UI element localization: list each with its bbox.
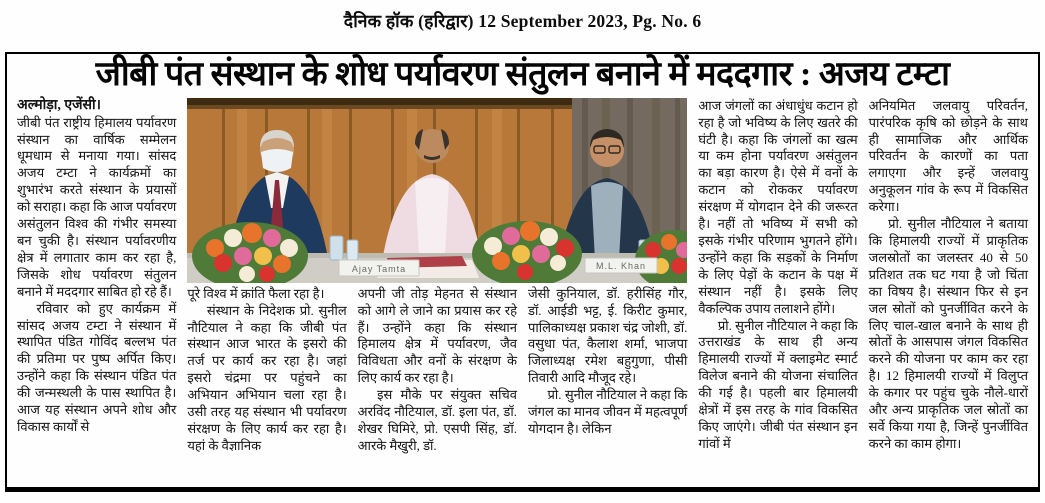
paragraph: अपनी जी तोड़ मेहनत से संस्थान को आगे ले जाने का प्रयास कर रहे हैं। उन्होंने कहा कि संस्थान हिमालय क्षेत्र में पर्यावरण, जैव विविधता और वनों के संरक्षण के लिए कार्य कर रहा है। [357,285,517,386]
paragraph: अनियमित जलवायु परिवर्तन, पारंपरिक कृषि को छोड़ने के साथ ही सामाजिक और आर्थिक परिवर्तन के कारणों का पता लगाएगा और इन्हें जलवायु अनुकूलन गांव के रूप में विकसित करेगा। [868,97,1028,215]
paragraph: जीबी पंत राष्ट्रीय हिमालय पर्यावरण संस्थान का वार्षिक सम्मेलन धूमधाम से मनाया गया। सांसद अजय टम्टा ने कार्यक्रमों का शुभारंभ करते संस्थान के प्रयासों को सराहा। कहा कि आज पर्यावरण असंतुलन विश्व की गंभीर समस्या बन चुकी है। संस्थान पर्यावरणीय क्षेत्र में लगातार काम कर रहा है, जिसके शोध पर्यावरण संतुलन बनाने में मददगार साबित हो रहे हैं। [17,114,177,299]
paragraph: प्रो. सुनील नौटियाल ने कहा कि उत्तराखंड के साथ ही अन्य हिमालयी राज्यों में क्लाइमेट स्मार्ट विलेज बनाने की योजना संचालित की गई है। पहली बार हिमालयी क्षेत्रों में इस तरह के गांव विकसित किए जाएंगे। जीबी पंत संस्थान इन गांवों में [698,317,858,451]
paragraph: आज जंगलों का अंधाधुंध कटान हो रहा है जो भविष्य के लिए खतरे की घंटी है। कहा कि जंगलों का खत्म या कम होना पर्यावरण असंतुलन का बड़ा कारण है। ऐसे में वनों के कटान को रोककर पर्यावरण संरक्षण में योगदान देने की जरूरत है। नहीं तो भविष्य में सभी को इसके गंभीर परिणाम भुगतने होंगे। उन्होंने कहा कि सड़कों के निर्माण के लिए पेड़ों के कटान के पक्ष में संस्थान नहीं है। इसके लिए वैकल्पिक उपाय तलाशने होंगे। [698,97,858,316]
paragraph: पूरे विश्व में क्रांति फैला रहा है। [187,285,325,301]
article-box [5,52,1040,492]
article-content [7,95,1038,461]
paragraph: प्रो. सुनील नौटियाल ने बताया कि हिमालयी राज्यों में प्राकृतिक जलस्रोतों का जलस्तर 40 से 50 प्रतिशत तक घट गया है जो चिंता का विषय है। संस्थान फिर से इन जल स्रोतों को पुनर्जीवित करने के लिए चाल-खाल बनाने के साथ ही स्रोतों के आसपास जंगल विकसित करने की योजना पर काम कर रहा है। 12 हिमालयी राज्यों में विलुप्त के कगार पर पहुंच चुके नौले-धारों और अन्य प्राकृतिक जल स्रोतों का सर्वे किया गया है, जिन्हें पुनर्जीवित करने का काम होगा। [868,216,1028,451]
masthead: दैनिक हॉक (हरिद्वार) 12 September 2023, Pg. No. 6 [343,11,702,31]
paragraph: जेसी कुनियाल, डॉ. हरीसिंह गौर, डॉ. आईडी भट्ट, ई. किरीट कुमार, पालिकाध्यक्ष प्रकाश चंद्र जोशी, डॉ. वसुधा पंत, कैलाश शर्मा, भाजपा जिलाध्यक्ष रमेश बहुगुणा, पीसी तिवारी आदि मौजूद रहे। [527,285,688,386]
paragraph: इस मौके पर संयुक्त सचिव अरविंद नौटियाल, डॉ. इला पंत, डॉ. शेखर घिमिरे, प्रो. एसपी सिंह, डॉ. आरके मैखुरी, डॉ. [357,387,517,453]
paragraph: प्रो. सुनील नौटियाल ने कहा कि जंगल का मानव जीवन में महत्वपूर्ण योगदान है। लेकिन [527,387,688,436]
nameplate-ml-khan [585,258,657,273]
text-column-3 [358,286,517,455]
text-column-5 [698,98,857,455]
paragraph: संस्थान के निदेशक प्रो. सुनील नौटियाल ने कहा कि जीबी पंत संस्थान आज भारत के इसरो की तर्ज पर कार्य कर रहा है। जहां इसरो चंद्रमा पर पहुंचने का अभियान अभियान चला रहा है। उसी तरह यह संस्थान भी पर्यावरण संरक्षण के लिए कार्य कर रहा है। यहां के वैज्ञानिक [187,302,347,453]
conference-photo-illustration [187,98,687,283]
paragraph: रविवार को हुए कार्यक्रम में सांसद अजय टम्टा ने संस्थान में स्थापित पंडित गोविंद बल्लभ पंत की प्रतिमा पर पुष्प अर्पित किए। उन्होंने कहा कि संस्थान पंडित पंत की जन्मस्थली के पास स्थापित है। आज यह संस्थान अपने शोध और विकास कार्यों से [17,300,177,434]
text-column-4 [528,286,687,455]
conference-photo [187,98,687,286]
nameplate-ajay-tamta [339,260,419,276]
text-column-2 [187,286,346,455]
headline: जीबी पंत संस्थान के शोध पर्यावरण संतुलन बनाने में मददगार : अजय टम्टा [95,56,950,93]
nameplate-ajay-tamta-label: Ajay Tamta [352,263,407,274]
text-column-1 [17,98,176,455]
nameplate-ml-khan-label: M.L. Khan [596,260,647,271]
dateline: अल्मोड़ा, एजेंसी। [17,97,101,113]
text-column-6 [869,98,1028,455]
